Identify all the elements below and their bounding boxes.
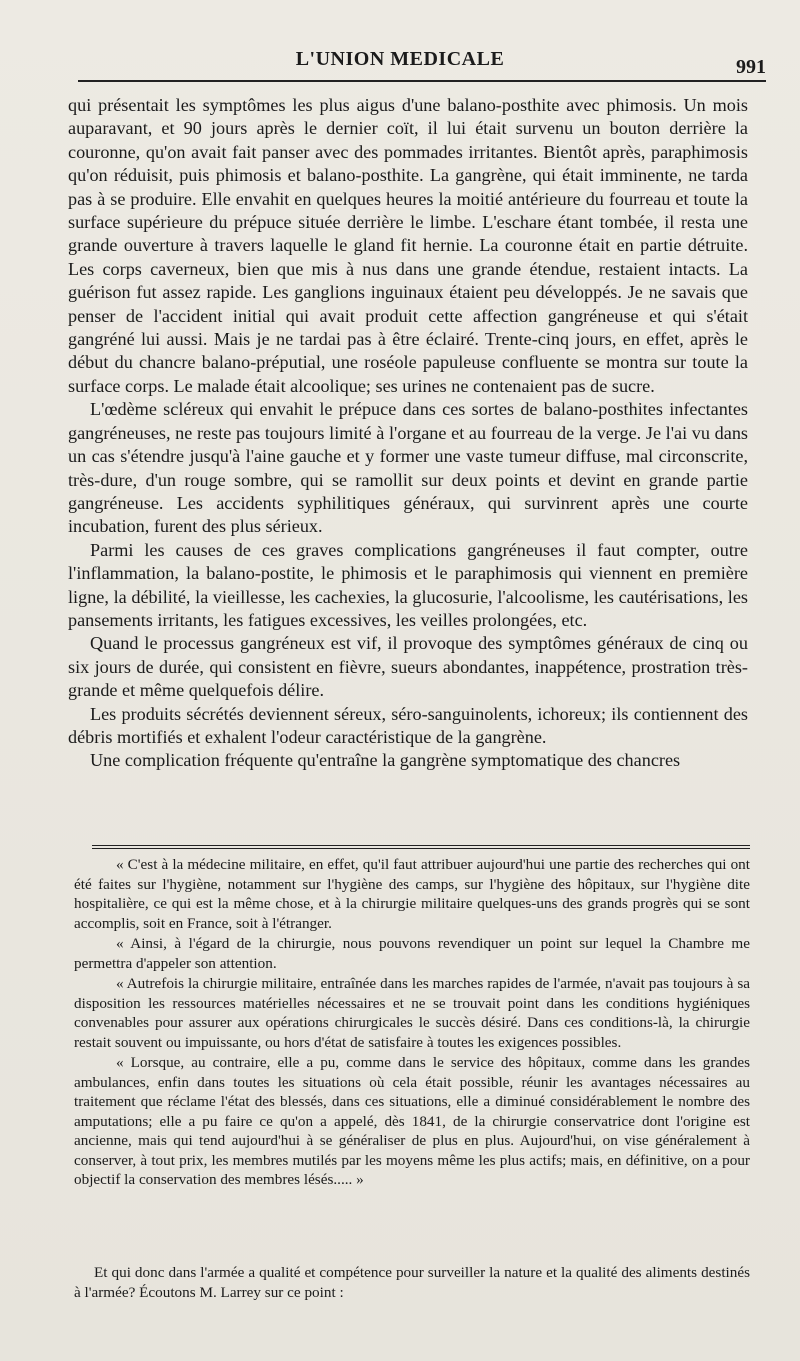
main-paragraph: Les produits sécrétés deviennent séreux, séro-sanguinolents, ichoreux; ils contiennent des débris mortifiés et exhalent l'odeur caractéristique de la gangrène. — [68, 703, 748, 747]
header-rule — [78, 80, 766, 82]
main-paragraph: Parmi les causes de ces graves complications gangréneuses il faut compter, outre l'inflammation, la balano-postite, le phimosis et le paraphimosis qui viennent en première ligne, la débilité, la vieillesse, les cachexies, la glucosurie, l'alcoolisme, les cautérisations, les pansements irritants, les fatigues excessives, les veilles prolongées, etc. — [68, 539, 748, 630]
quoted-paragraph: « Ainsi, à l'égard de la chirurgie, nous pouvons revendiquer un point sur lequel la Chambre me permettra d'appeler son attention. — [74, 935, 750, 972]
main-paragraph: qui présentait les symptômes les plus aigus d'une balano-posthite avec phimosis. Un mois auparavant, et 90 jours après le dernier coït, il lui était survenu un bouton derrière la couronne, qu'on avait fait panser avec des pommades irritantes. Bientôt après, paraphimosis qu'on réduisit, puis phimosis et balano-posthite. La gangrène, qui était imminente, ne tarda pas à se produire. Elle envahit en quelques heures la moitié antérieure du fourreau et toute la surface supérieure du prépuce située derrière le limbe. L'eschare étant tombée, il resta une grande ouverture à travers laquelle le gland fit hernie. La couronne était en partie détruite. Les corps caverneux, bien que mis à nus dans une grande étendue, restaient intacts. La guérison fut assez rapide. Les ganglions inguinaux étaient peu développés. Je ne savais que penser de l'accident initial qui avait produit cette affection gangréneuse et qui s'était gangréné lui aussi. Mais je ne tardai pas à être éclairé. Trente-cinq jours, en effet, après le début du chancre balano-préputial, une roséole papuleuse confluente se montra sur toute la surface corps. Le malade était alcoolique; ses urines ne contenaient pas de sucre. — [68, 95, 748, 396]
page-number: 991 — [736, 56, 766, 78]
quoted-paragraph: « Autrefois la chirurgie militaire, entraînée dans les marches rapides de l'armée, n'avait pas toujours à sa disposition les ressources matérielles nécessaires et ne se trouvait point dans les conditions hygiéniques convenables pour assurer aux opérations chirurgicales le succès désiré. Dans ces conditions-là, la chirurgie restait souvent ou impuissante, ou hors d'état de satisfaire à toutes les exigences possibles. — [74, 975, 750, 1051]
quoted-paragraph: « Lorsque, au contraire, elle a pu, comme dans le service des hôpitaux, comme dans les grandes ambulances, enfin dans toutes les situations où cela était possible, réunir les avantages nécessaires au traitement que réclame l'état des blessés, dans ces situations, elle a diminué considérablement le nombre des amputations; elle a pu faire ce qu'on a appelé, dès 1841, de la chirurgie conservatrice dont l'origine est ancienne, mais qui tend aujourd'hui à se généraliser de plus en plus. Aujourd'hui, on vise généralement à conserver, à tout prix, les membres mutilés par les moyens même les plus actifs; mais, en définitive, on a pour objectif la conservation des membres lésés..... » — [74, 1054, 750, 1188]
page-header — [0, 0, 800, 85]
main-text — [68, 94, 748, 773]
closing-text — [74, 1263, 750, 1303]
section-separator — [92, 845, 750, 849]
feuilleton-text — [74, 855, 750, 1191]
quoted-paragraph: « C'est à la médecine militaire, en effet, qu'il faut attribuer aujourd'hui une partie des recherches qui ont été faites sur l'hygiène, notamment sur l'hygiène des camps, sur l'hygiène des hôpitaux, sur l'hygiène dite hospitalière, ce qui est la même chose, et à la chirurgie militaire quelques-uns des grands progrès qui se sont accomplis, soit en France, soit à l'étranger. — [74, 856, 750, 932]
main-paragraph: Une complication fréquente qu'entraîne la gangrène symptomatique des chancres — [90, 750, 681, 771]
main-paragraph: Quand le processus gangréneux est vif, il provoque des symptômes généraux de cinq ou six jours de durée, qui consistent en fièvre, sueurs abondantes, inappétence, prostration très-grande et même quelquefois délire. — [68, 633, 748, 701]
main-paragraph: L'œdème scléreux qui envahit le prépuce dans ces sortes de balano-posthites infectantes gangréneuses, ne reste pas toujours limité à l'organe et au fourreau de la verge. Je l'ai vu dans un cas s'étendre jusqu'à l'aine gauche et y former une vaste tumeur diffuse, mal circonscrite, très-dure, d'un rouge sombre, qui se ramollit sur deux points et devint en grande partie gangréneuse. Les accidents syphilitiques généraux, qui survinrent après une courte incubation, furent des plus sérieux. — [68, 399, 748, 537]
closing-paragraph: Et qui donc dans l'armée a qualité et compétence pour surveiller la nature et la qualité des aliments destinés à l'armée? Écoutons M. Larrey sur ce point : — [74, 1264, 750, 1301]
running-title: L'UNION MEDICALE — [295, 48, 505, 70]
